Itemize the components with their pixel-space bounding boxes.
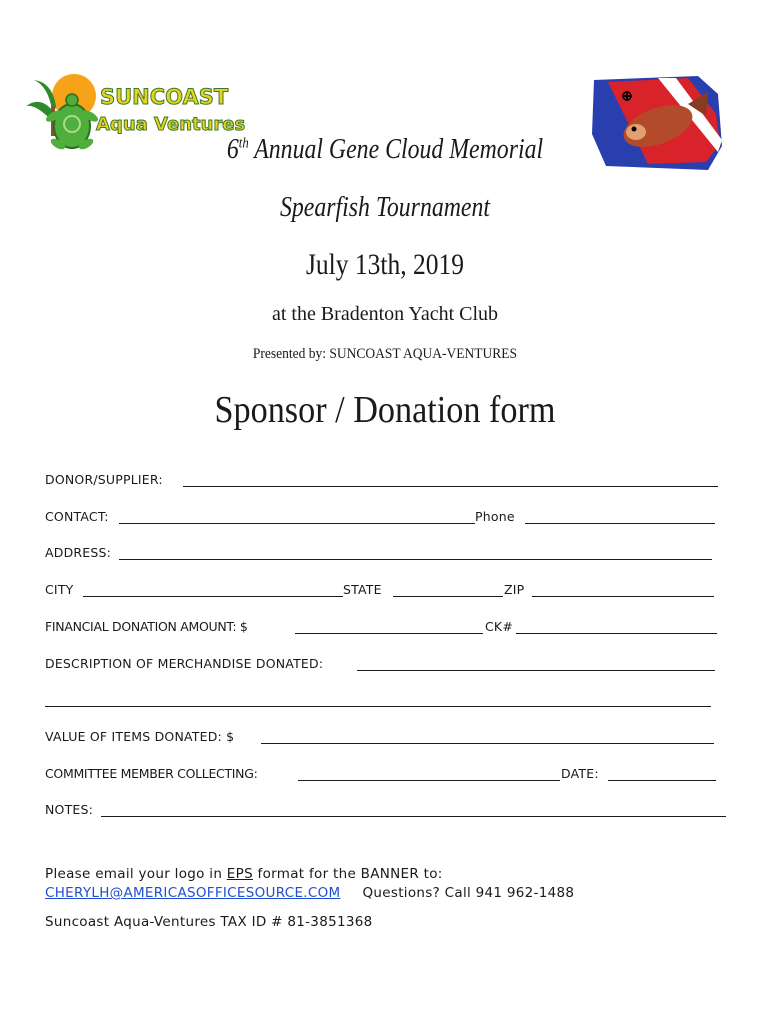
phone-field[interactable] [525,509,715,524]
city-state-zip-row [45,582,720,602]
value-row [45,729,720,749]
contact-label: CONTACT: [45,509,109,524]
date-label: DATE: [561,766,599,781]
contact-line [45,885,574,901]
notes-field[interactable] [101,802,726,817]
zip-label: ZIP [504,582,525,597]
description-label: DESCRIPTION OF MERCHANDISE DONATED: [45,656,324,671]
description-row [45,656,720,676]
description-field[interactable] [357,656,715,671]
phone-label: Phone [475,509,515,524]
zip-field[interactable] [532,582,714,597]
description-field-2[interactable] [45,692,711,707]
event-subtitle: Spearfish Tournament [279,192,491,223]
donor-label: DONOR/SUPPLIER: [45,472,163,487]
form-title: Sponsor / Donation form [214,389,556,431]
presented-by: Presented by: SUNCOAST AQUA-VENTURES [252,346,518,362]
city-field[interactable] [83,582,343,597]
date-field[interactable] [608,766,716,781]
ck-label: CK# [485,619,513,634]
tax-id: Suncoast Aqua-Ventures TAX ID # 81-3851368 [45,914,373,930]
notes-row [45,802,730,822]
email-suffix: format for the BANNER to: [252,866,443,882]
email-link[interactable]: CHERYLH@AMERICASOFFICESOURCE.COM [45,885,341,901]
contact-field[interactable] [119,509,475,524]
questions-text: Questions? Call 941 962-1488 [362,885,575,901]
description-row-2 [45,692,720,712]
eps-format: EPS [226,866,253,882]
value-label: VALUE OF ITEMS DONATED: $ [45,729,235,744]
ordinal-suffix: th [238,135,249,152]
notes-label: NOTES: [45,802,94,817]
email-instructions [45,866,443,882]
donor-field[interactable] [183,472,718,487]
state-label: STATE [343,582,382,597]
event-title [58,134,713,166]
email-prefix: Please email your logo in [45,866,227,882]
value-field[interactable] [261,729,714,744]
event-title-rest: Annual Gene Cloud Memorial [248,134,544,165]
financial-amount-field[interactable] [295,619,483,634]
address-label: ADDRESS: [45,545,112,560]
ck-field[interactable] [516,619,717,634]
committee-field[interactable] [298,766,560,781]
logo-text-line1: SUNCOAST [100,85,229,109]
committee-row [45,766,720,786]
event-date: July 13th, 2019 [306,248,464,281]
city-label: CITY [45,582,74,597]
address-field[interactable] [119,545,712,560]
address-row [45,545,720,565]
ordinal-number: 6 [226,134,239,165]
state-field[interactable] [393,582,503,597]
contact-row [45,509,720,529]
financial-label: FINANCIAL DONATION AMOUNT: $ [45,619,248,634]
event-venue: at the Bradenton Yacht Club [271,303,499,325]
donor-row [45,472,720,492]
financial-row [45,619,720,639]
committee-label: COMMITTEE MEMBER COLLECTING: [45,766,258,781]
logo-text-line2: Aqua Ventures [96,114,246,135]
